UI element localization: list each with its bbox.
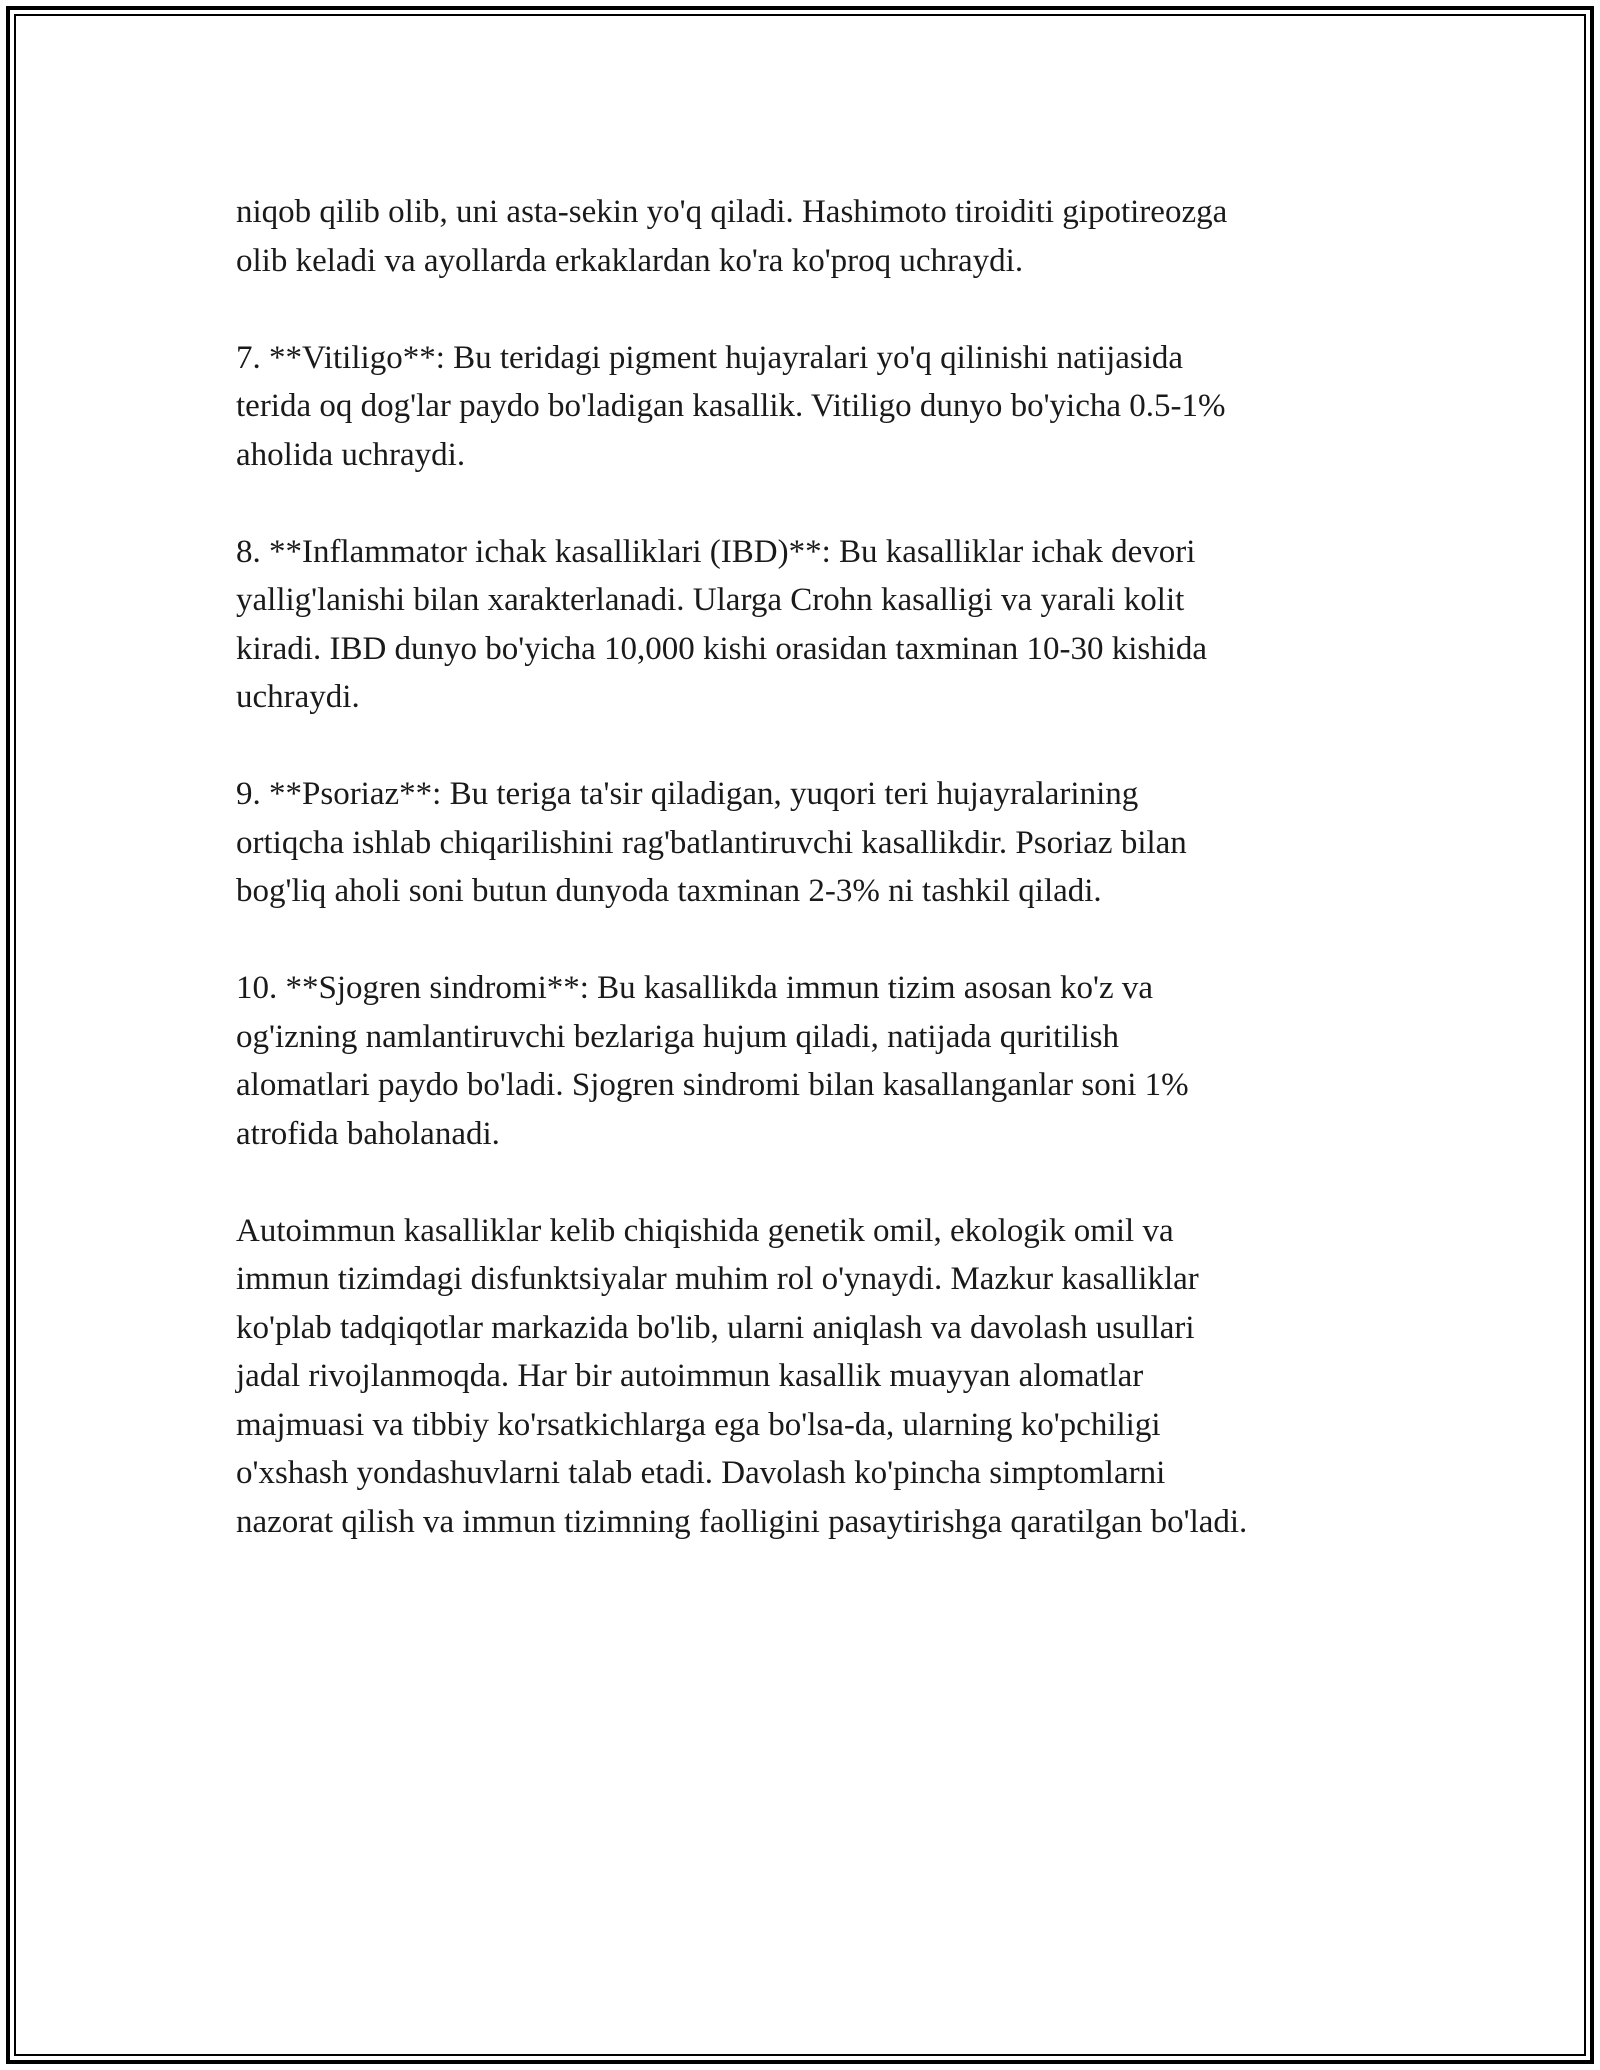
paragraph-conclusion: Autoimmun kasalliklar kelib chiqishida genetik omil, ekologik omil va immun tizimdagi disfunktsiyalar muhim rol o'ynaydi. Mazkur kasalliklar ko'plab tadqiqotlar markazida bo'lib, ularni aniqlash va davolash usullari jadal rivojlanmoqda. Har bir autoimmun kasallik muayyan alomatlar majmuasi va tibbiy ko'rsatkichlarga ega bo'lsa-da, ularning ko'pchiligi o'xshash yondashuvlarni talab etadi. Davolash ko'pincha simptomlarni nazorat qilish va immun tizimning faolligini pasaytirishga qaratilgan bo'ladi.	[236, 1212, 1248, 1540]
document-body	[236, 188, 1386, 1546]
paragraph-vitiligo: 7. **Vitiligo**: Bu teridagi pigment hujayralari yo'q qilinishi natijasida terida oq dog'lar paydo bo'ladigan kasallik. Vitiligo dunyo bo'yicha 0.5-1% aholida uchraydi.	[236, 339, 1226, 473]
paragraph-hashimoto-continuation: niqob qilib olib, uni asta-sekin yo'q qiladi. Hashimoto tiroiditi gipotireozga olib keladi va ayollarda erkaklardan ko'ra ko'proq uchraydi.	[236, 194, 1228, 279]
paragraph-ibd: 8. **Inflammator ichak kasalliklari (IBD)**: Bu kasalliklar ichak devori yallig'lanishi bilan xarakterlanadi. Ularga Crohn kasalligi va yarali kolit kiradi. IBD dunyo bo'yicha 10,000 kishi orasidan taxminan 10-30 kishida uchraydi.	[236, 533, 1208, 715]
paragraph-sjogren: 10. **Sjogren sindromi**: Bu kasallikda immun tizim asosan ko'z va og'izning namlantiruvchi bezlariga hujum qiladi, natijada quritilish alomatlari paydo bo'ladi. Sjogren sindromi bilan kasallanganlar soni 1% atrofida baholanadi.	[236, 970, 1189, 1152]
paragraph-psoriasis: 9. **Psoriaz**: Bu teriga ta'sir qiladigan, yuqori teri hujayralarining ortiqcha ishlab chiqarilishini rag'batlantiruvchi kasallikdir. Psoriaz bilan bog'liq aholi soni butun dunyoda taxminan 2-3% ni tashkil qiladi.	[236, 776, 1187, 909]
